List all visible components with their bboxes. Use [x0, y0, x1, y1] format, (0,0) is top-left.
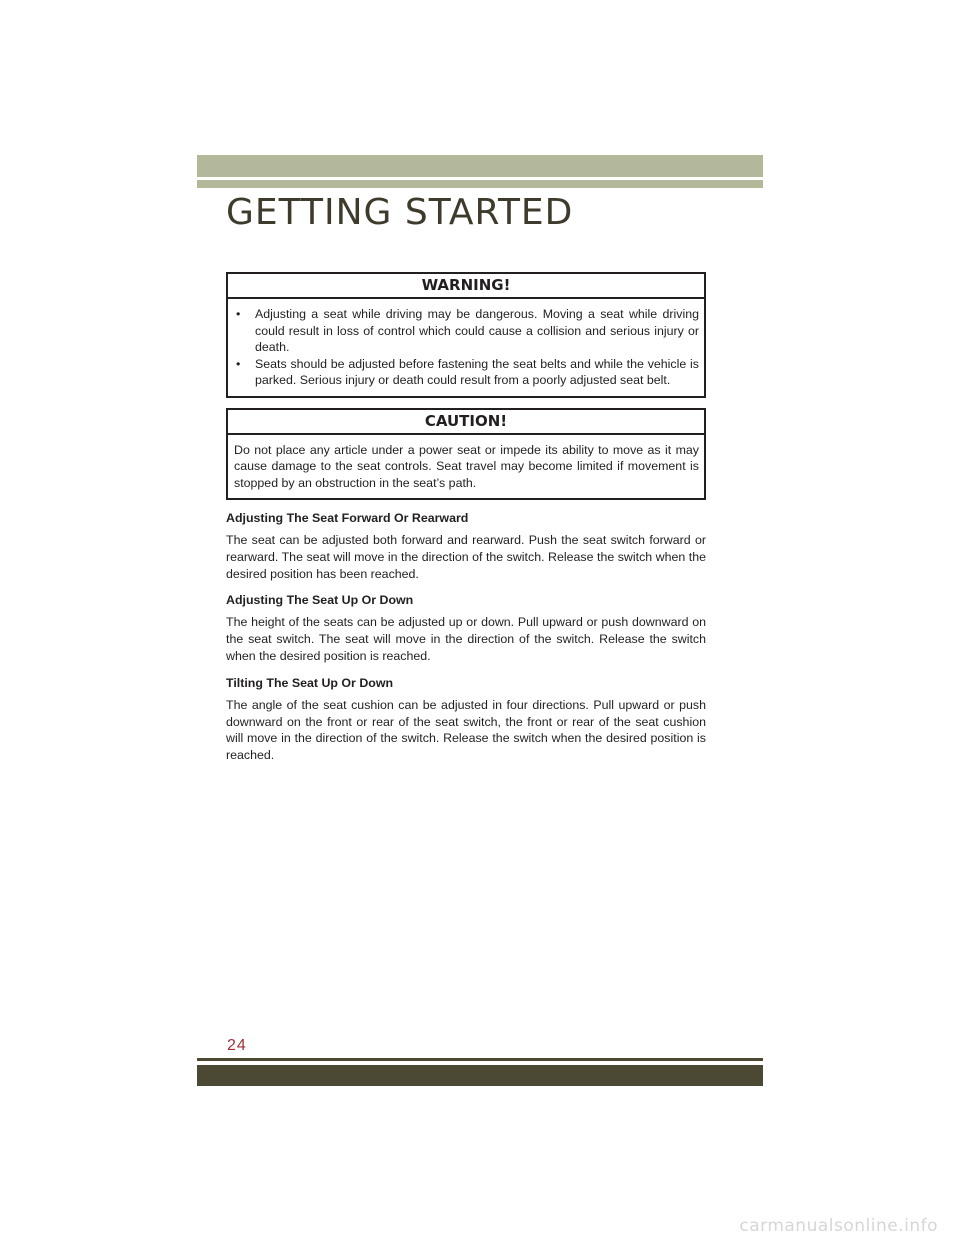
warning-item	[234, 306, 699, 356]
page-content	[226, 272, 706, 764]
warning-title: WARNING!	[228, 274, 704, 299]
warning-item-text: Seats should be adjusted before fastening the seat belts and while the vehicle is parked. Serious injury or death could result from a poorly adjusted seat belt.	[255, 356, 699, 387]
page-number: 24	[227, 1037, 247, 1054]
warning-body	[228, 299, 704, 396]
footer-rule	[197, 1058, 763, 1061]
section-paragraph: The seat can be adjusted both forward and rearward. Push the seat switch forward or rearward. The seat will move in the direction of the switch. Release the switch when the desired position has been reached.	[226, 533, 706, 581]
bullet-icon: •	[236, 356, 241, 371]
caution-box	[226, 408, 706, 501]
warning-box	[226, 272, 706, 398]
caution-title: CAUTION!	[228, 410, 704, 435]
header-rule	[197, 180, 763, 188]
section-heading: Adjusting The Seat Up Or Down	[226, 593, 414, 608]
header-band	[197, 155, 763, 177]
warning-list	[234, 306, 699, 389]
warning-item-text: Adjusting a seat while driving may be dangerous. Moving a seat while driving could result in loss of control which could cause a collision and serious injury or death.	[255, 307, 699, 354]
section-paragraph: The angle of the seat cushion can be adjusted in four directions. Pull upward or push downward on the front or rear of the seat switch, the front or rear of the seat cushion will move in the direction of the switch. Release the switch when the desired position is reached.	[226, 697, 706, 763]
footer-band	[197, 1065, 763, 1086]
caution-text: Do not place any article under a power seat or impede its ability to move as it may cause damage to the seat controls. Seat travel may become limited if movement is stopped by an obstruction in the seat’s path.	[234, 442, 699, 490]
section-paragraph: The height of the seats can be adjusted up or down. Pull upward or push downward on the seat switch. The seat will move in the direction of the switch. Release the switch when the desired position is reached.	[226, 615, 706, 663]
caution-body	[228, 435, 704, 499]
warning-item	[234, 356, 699, 389]
watermark: carmanualsonline.info	[739, 1216, 938, 1236]
section-heading: Tilting The Seat Up Or Down	[226, 675, 394, 690]
section-heading: Adjusting The Seat Forward Or Rearward	[226, 511, 469, 525]
bullet-icon: •	[236, 307, 241, 321]
section-title: GETTING STARTED	[226, 192, 574, 233]
